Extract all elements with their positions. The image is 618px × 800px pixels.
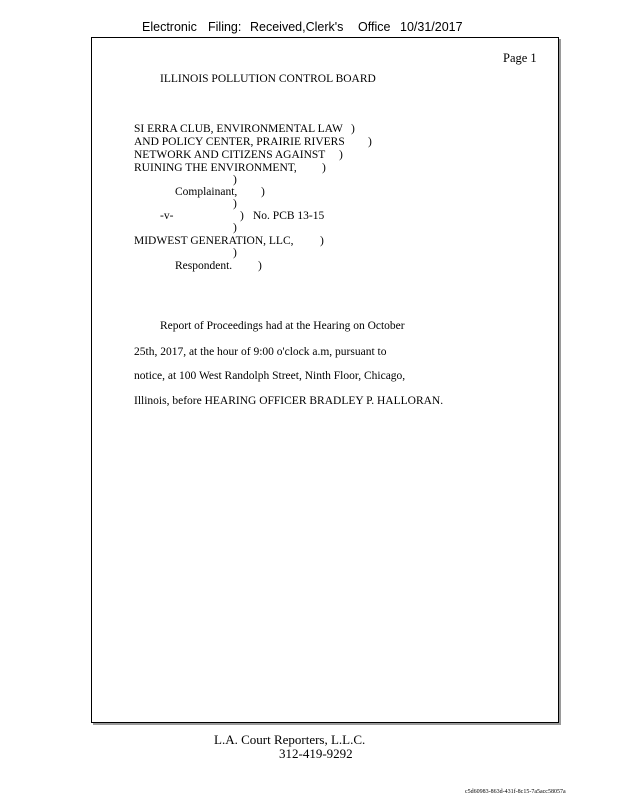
caption-paren: ) xyxy=(233,174,237,186)
reporter-phone: 312-419-9292 xyxy=(279,746,353,761)
stamp-office: Office xyxy=(358,20,391,34)
caption-paren: ) xyxy=(233,222,237,234)
respondent-label: Respondent. xyxy=(175,260,233,272)
petitioner-line: RUINING THE ENVIRONMENT, xyxy=(134,162,297,174)
caption-paren: ) xyxy=(339,149,343,161)
case-number: No. PCB 13-15 xyxy=(253,210,325,222)
stamp-date: 10/31/2017 xyxy=(400,20,463,34)
caption-paren: ) xyxy=(351,123,355,135)
body-line: 25th, 2017, at the hour of 9:00 o'clock a.m, pursuant to xyxy=(134,346,387,358)
caption-paren: ) xyxy=(240,210,244,222)
reporter-company: L.A. Court Reporters, L.L.C. xyxy=(214,732,366,747)
document-hash: c5d60983-863d-431f-8c15-7a5acc58057a xyxy=(465,789,566,795)
petitioner-line: AND POLICY CENTER, PRAIRIE RIVERS xyxy=(134,136,345,148)
body-line: Illinois, before HEARING OFFICER BRADLEY P. HALLORAN. xyxy=(134,395,444,407)
petitioner-line: NETWORK AND CITIZENS AGAINST xyxy=(134,149,326,161)
stamp-received: Received,Clerk's xyxy=(250,20,344,34)
caption-paren: ) xyxy=(233,247,237,259)
caption-paren: ) xyxy=(233,198,237,210)
respondent-name: MIDWEST GENERATION, LLC, xyxy=(134,235,294,247)
caption-paren: ) xyxy=(258,260,262,272)
body-line: notice, at 100 West Randolph Street, Ninth Floor, Chicago, xyxy=(134,370,406,382)
stamp-filing: Filing: xyxy=(208,20,242,34)
petitioner-line: SI ERRA CLUB, ENVIRONMENTAL LAW xyxy=(134,123,343,135)
page-number: Page 1 xyxy=(503,51,537,65)
body-line: Report of Proceedings had at the Hearing on October xyxy=(160,320,405,332)
caption-paren: ) xyxy=(368,136,372,148)
caption-paren: ) xyxy=(320,235,324,247)
versus-label: -v- xyxy=(160,210,174,222)
complainant-label: Complainant, xyxy=(175,186,238,198)
caption-paren: ) xyxy=(322,162,326,174)
board-title: ILLINOIS POLLUTION CONTROL BOARD xyxy=(160,73,376,85)
caption-paren: ) xyxy=(261,186,265,198)
stamp-electronic: Electronic xyxy=(142,20,197,34)
